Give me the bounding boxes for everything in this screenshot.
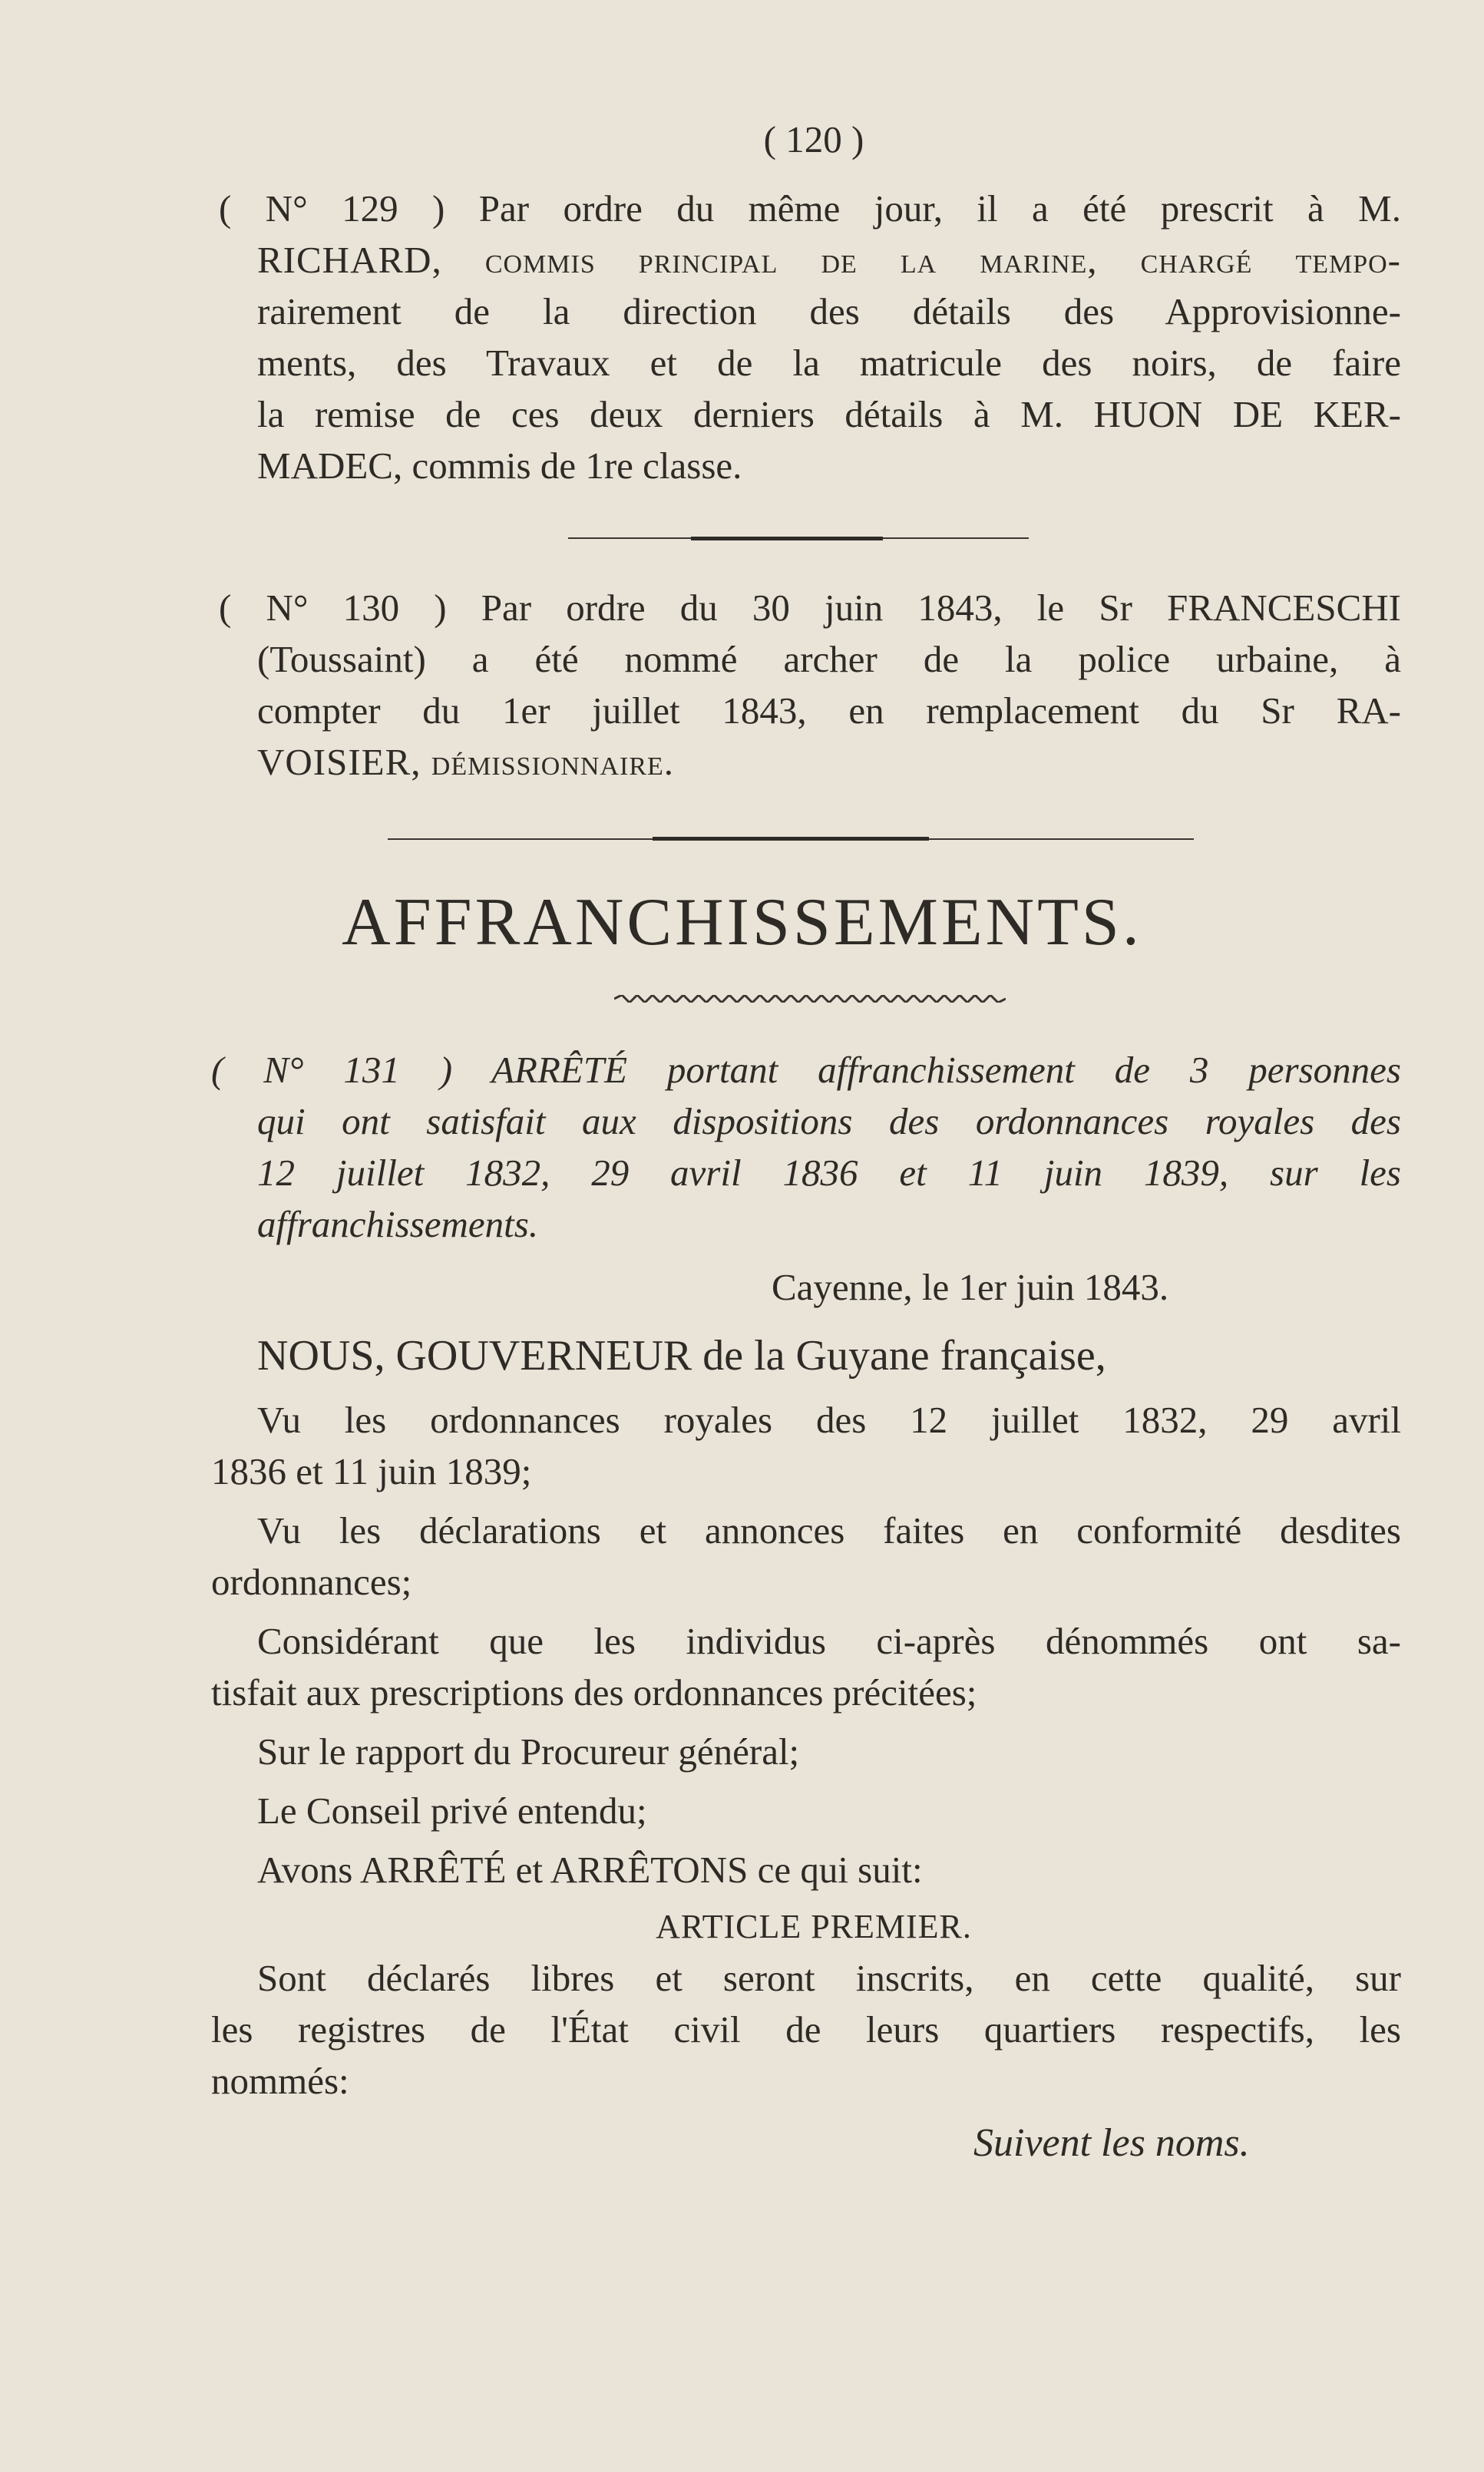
decorative-rule xyxy=(614,995,1006,1003)
entry-130-line-4: VOISIER, démissionnaire. xyxy=(257,741,675,783)
entry-129-line-6: MADEC, commis de 1re classe. xyxy=(257,444,742,487)
body-line-5: Considérant que les individus ci-après dénommés ont sa- xyxy=(257,1620,1401,1662)
article-line-2: les registres de l'État civil de leurs quartiers respectifs, les xyxy=(211,2008,1401,2051)
preamble: NOUS, GOUVERNEUR de la Guyane française, xyxy=(257,1332,1106,1380)
page-number: ( 120 ) xyxy=(763,118,864,160)
article-line-1: Sont déclarés libres et seront inscrits, en cette qualité, sur xyxy=(257,1957,1401,1999)
entry-130-line-2: (Toussaint) a été nommé archer de la police urbaine, à xyxy=(257,638,1401,680)
body-line-8: Le Conseil privé entendu; xyxy=(257,1790,647,1832)
entry-131-title-line-3: 12 juillet 1832, 29 avril 1836 et 11 juin 1839, sur les xyxy=(257,1152,1401,1194)
body-line-4: ordonnances; xyxy=(211,1561,412,1603)
body-line-2: 1836 et 11 juin 1839; xyxy=(211,1450,532,1492)
article-heading: ARTICLE PREMIER. xyxy=(656,1908,972,1945)
entry-129-line-1: ( N° 129 ) Par ordre du même jour, il a été prescrit à M. xyxy=(219,187,1401,230)
entry-130-line-1: ( N° 130 ) Par ordre du 30 juin 1843, le Sr FRANCESCHI xyxy=(219,587,1401,629)
closing-line: Suivent les noms. xyxy=(973,2121,1250,2165)
entry-131-title-line-4: affranchissements. xyxy=(257,1203,539,1245)
separator-long-center xyxy=(653,837,929,841)
place-date: Cayenne, le 1er juin 1843. xyxy=(772,1266,1169,1308)
section-heading: AFFRANCHISSEMENTS. xyxy=(342,885,1142,960)
body-line-9: Avons ARRÊTÉ et ARRÊTONS ce qui suit: xyxy=(257,1849,923,1891)
entry-131-title-line-1: ( N° 131 ) ARRÊTÉ portant affranchissement de 3 personnes xyxy=(211,1049,1401,1091)
body-line-6: tisfait aux prescriptions des ordonnances précitées; xyxy=(211,1671,977,1714)
entry-129-line-5: la remise de ces deux derniers détails à M. HUON DE KER- xyxy=(257,393,1401,435)
separator-short-center xyxy=(691,537,883,540)
article-line-3: nommés: xyxy=(211,2060,349,2102)
body-line-3: Vu les déclarations et annonces faites en conformité desdites xyxy=(257,1509,1401,1552)
entry-129-line-4: ments, des Travaux et de la matricule des noirs, de faire xyxy=(257,342,1401,384)
body-line-1: Vu les ordonnances royales des 12 juillet 1832, 29 avril xyxy=(257,1399,1401,1441)
entry-129-line-2: RICHARD, commis principal de la marine, chargé tempo- xyxy=(257,239,1401,281)
body-line-7: Sur le rapport du Procureur général; xyxy=(257,1730,800,1773)
entry-131-title-line-2: qui ont satisfait aux dispositions des ordonnances royales des xyxy=(257,1100,1401,1142)
entry-130-line-3: compter du 1er juillet 1843, en remplacement du Sr RA- xyxy=(257,689,1401,732)
entry-129-line-3: rairement de la direction des détails des Approvisionne- xyxy=(257,290,1401,332)
